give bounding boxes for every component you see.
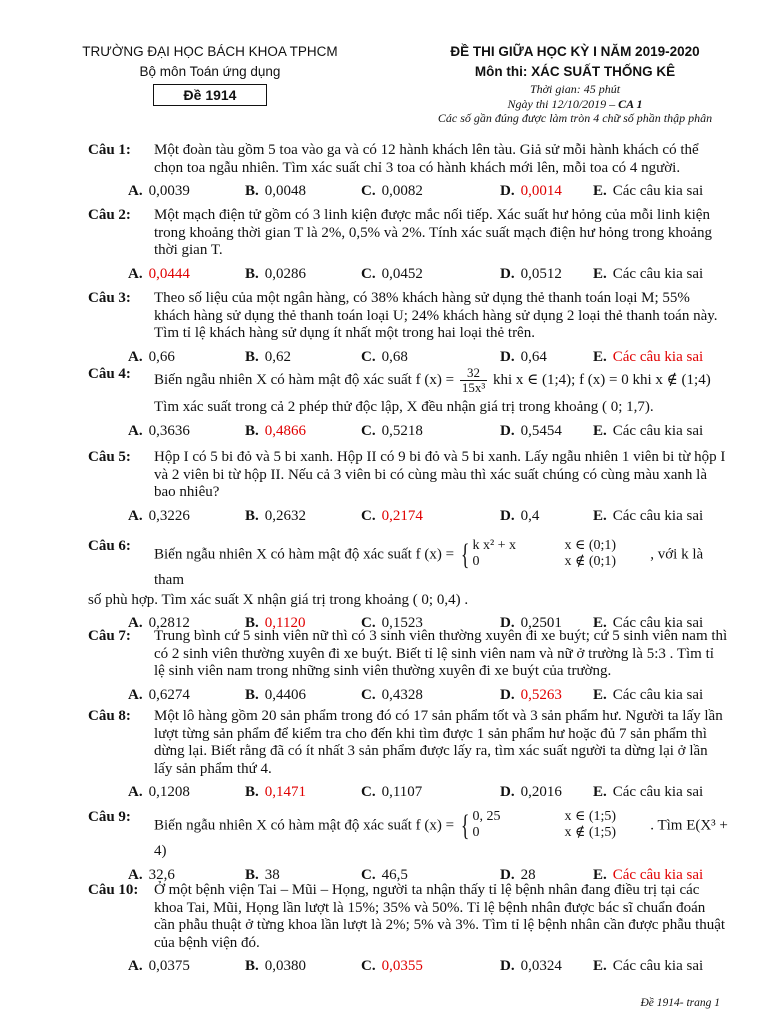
piecewise-rows <box>472 809 642 843</box>
option-letter: D. <box>500 265 515 282</box>
answer-option-a <box>128 349 175 367</box>
answer-option-c <box>361 784 422 802</box>
option-value: 0,4866 <box>264 422 307 439</box>
piece-condition: x ∉ (0;1) <box>564 554 617 569</box>
question-label: Câu 10: <box>88 882 139 898</box>
brace-symbol: { <box>460 538 470 571</box>
answer-option-b <box>245 266 306 284</box>
answer-option-b <box>245 349 291 367</box>
option-value: 0,0014 <box>520 183 562 199</box>
answer-option-d <box>500 349 547 367</box>
option-letter: E. <box>593 615 607 631</box>
option-value: 0,4406 <box>264 686 307 703</box>
answer-option-b <box>245 423 306 441</box>
answer-option-e <box>593 266 703 284</box>
question-label: Câu 6: <box>88 538 131 554</box>
exam-date: Ngày thi 12/10/2019 – CA 1 <box>507 96 643 111</box>
question-text: Theo số liệu của một ngân hàng, có 38% khách hàng sử dụng thẻ thanh toán loại M; 55% khách hàng sử dụng thẻ thanh toán loại U; 24% khách hàng sử dụng 2 loại thẻ thanh toán này. Tìm tỉ lệ khách hàng sử dụng ít nhất một trong hai loại thẻ trên. <box>154 290 718 341</box>
school-name: TRƯỜNG ĐẠI HỌC BÁCH KHOA TPHCM <box>82 44 338 59</box>
piece-value: 0, 25 <box>472 809 501 824</box>
option-value: 0,2812 <box>148 615 190 631</box>
option-value: 0,3636 <box>148 422 190 439</box>
exam-title: ĐỀ THI GIỮA HỌC KỲ I NĂM 2019-2020 <box>450 44 700 59</box>
question-6 <box>88 538 728 637</box>
option-letter: E. <box>593 866 607 883</box>
answer-option-a <box>128 958 190 976</box>
question-label: Câu 5: <box>88 449 131 465</box>
option-value: 0,1208 <box>148 784 190 800</box>
option-letter: B. <box>245 265 259 282</box>
answer-option-e <box>593 784 703 802</box>
option-letter: D. <box>500 958 515 974</box>
answer-option-d <box>500 423 562 441</box>
option-letter: A. <box>128 183 143 199</box>
question-2 <box>88 207 728 288</box>
option-value: 0,0380 <box>264 958 307 974</box>
option-value: 32,6 <box>148 866 175 883</box>
question-header <box>88 142 728 177</box>
option-value: Các câu kia sai <box>612 686 704 703</box>
question-3 <box>88 290 728 371</box>
option-letter: C. <box>361 958 376 974</box>
piecewise-function <box>458 538 642 572</box>
answer-option-a <box>128 183 190 201</box>
option-value: Các câu kia sai <box>612 784 704 800</box>
piecewise-row-2 <box>472 825 642 841</box>
piece-condition: x ∈ (0;1) <box>564 538 617 553</box>
question-9 <box>88 809 728 889</box>
option-letter: A. <box>128 866 143 883</box>
option-letter: D. <box>500 507 515 524</box>
piece-condition: x ∈ (1;5) <box>564 809 617 824</box>
question-8 <box>88 708 728 806</box>
exam-header <box>405 42 745 126</box>
question-text: Một lô hàng gồm 20 sản phẩm trong đó có 17 sản phẩm tốt và 3 sản phẩm hư. Người ta lấy lần lượt từng sản phẩm để kiểm tra cho đến khi tìm được 1 sản phẩm hư hoặc đủ 7 sản phẩm thì dừng lại. Biết rằng đã có ít nhất 3 sản phẩm được lấy ra, tìm xác suất người ta dừng lại ở lần lấy sản phẩm thứ 4. <box>154 708 723 777</box>
question-header <box>88 449 728 502</box>
option-letter: C. <box>361 866 376 883</box>
formula-prefix: Biến ngẫu nhiên X có hàm mật độ xác suất <box>154 546 416 563</box>
question-header <box>88 809 728 861</box>
option-letter: D. <box>500 784 515 800</box>
answer-option-e <box>593 958 703 976</box>
answer-option-a <box>128 784 190 802</box>
option-value: 0,1523 <box>381 615 423 631</box>
answer-option-e <box>593 423 703 441</box>
piece-value: 0 <box>472 825 480 840</box>
option-letter: E. <box>593 958 607 974</box>
option-value: 0,66 <box>148 348 175 365</box>
option-letter: A. <box>128 348 143 365</box>
department-name: Bộ môn Toán ứng dụng <box>139 64 281 79</box>
option-letter: E. <box>593 265 607 282</box>
piecewise-rows <box>472 538 642 572</box>
option-value: 0,5454 <box>520 422 562 439</box>
option-value: 0,3226 <box>148 507 190 524</box>
question-text: Một mạch điện tử gồm có 3 linh kiện được mắc nối tiếp. Xác suất hư hỏng của mỗi linh kiện trong khoảng thời gian T là 2%, 0,5% và 2%. Tính xác suất mạch điện hư hỏng trong khoảng thời gian T. <box>154 207 713 258</box>
formula-prefix: Biến ngẫu nhiên X có hàm mật độ xác suất <box>154 817 416 834</box>
option-value: 0,4 <box>520 507 540 524</box>
answer-option-b <box>245 183 306 201</box>
piecewise-row-1 <box>472 538 642 554</box>
answer-options <box>88 784 728 806</box>
option-letter: B. <box>245 866 259 883</box>
option-value: 0,0324 <box>520 958 562 974</box>
option-value: 0,1107 <box>381 784 423 800</box>
piecewise-function <box>458 809 642 843</box>
question-text: Hộp I có 5 bi đỏ và 5 bi xanh. Hộp II có 9 bi đỏ và 5 bi xanh. Lấy ngẫu nhiên 1 viên bi từ hộp I và 2 viên bi từ hộp II. Nếu cả 3 viên bi có cùng màu thì xác suất chúng có cùng màu xanh là bao nhiêu? <box>154 449 726 500</box>
brace-symbol: { <box>460 809 470 842</box>
option-letter: E. <box>593 183 607 199</box>
school-header <box>70 42 350 106</box>
option-value: 0,64 <box>520 348 547 365</box>
option-value: 0,2632 <box>264 507 307 524</box>
answer-option-d <box>500 958 562 976</box>
option-value: 0,2174 <box>381 507 423 524</box>
option-letter: D. <box>500 615 515 631</box>
option-letter: C. <box>361 615 376 631</box>
question-text: Trung bình cứ 5 sinh viên nữ thì có 3 sinh viên thường xuyên đi xe buýt; cứ 5 sinh viên nam thì có 2 sinh viên thường xuyên đi xe buýt. Biết tỉ lệ sinh viên nam và nữ ở trường là 5:3 . Tìm tỉ lệ sinh viên nam trong những sinh viên thường xuyên đi xe buýt của trường. <box>154 628 728 679</box>
option-value: 46,5 <box>381 866 408 883</box>
option-letter: E. <box>593 422 607 439</box>
option-letter: B. <box>245 784 259 800</box>
answer-option-c <box>361 687 423 705</box>
answer-option-d <box>500 687 562 705</box>
answer-option-e <box>593 508 703 526</box>
question-label: Câu 1: <box>88 142 131 158</box>
question-header <box>88 708 728 778</box>
option-value: Các câu kia sai <box>612 507 704 524</box>
question-text <box>154 809 728 861</box>
answer-option-a <box>128 423 190 441</box>
option-letter: C. <box>361 507 376 524</box>
rounding-note: Các số gần đúng được làm tròn 4 chữ số phần thập phân <box>437 111 713 125</box>
answer-option-e <box>593 349 703 367</box>
option-letter: A. <box>128 507 143 524</box>
option-value: Các câu kia sai <box>612 265 704 282</box>
question-4 <box>88 366 728 445</box>
piece-condition: x ∉ (1;5) <box>564 825 617 840</box>
question-text-continued: số phù hợp. Tìm xác suất X nhận giá trị trong khoảng ( 0; 0,4) . <box>88 591 469 608</box>
answer-option-a <box>128 266 190 284</box>
option-letter: D. <box>500 348 515 365</box>
answer-option-d <box>500 508 539 526</box>
option-value: 0,0444 <box>148 265 190 282</box>
option-value: 0,0375 <box>148 958 190 974</box>
option-value: 0,0355 <box>381 958 423 974</box>
answer-options <box>88 423 728 445</box>
option-value: 0,0048 <box>264 183 307 199</box>
formula-suffix: khi x ∈ (1;4); f (x) = 0 khi x ∉ (1;4) <box>489 371 711 388</box>
function-symbol: f (x) = <box>415 817 455 834</box>
option-letter: B. <box>245 507 259 524</box>
answer-option-d <box>500 784 562 802</box>
question-10 <box>88 882 728 980</box>
question-header <box>88 366 728 417</box>
answer-options <box>88 687 728 709</box>
answer-option-d <box>500 266 562 284</box>
exam-subject: Môn thi: XÁC SUẤT THỐNG KÊ <box>474 64 676 79</box>
option-letter: E. <box>593 507 607 524</box>
option-value: Các câu kia sai <box>612 866 704 883</box>
option-value: 0,6274 <box>148 686 190 703</box>
answer-option-a <box>128 687 190 705</box>
answer-option-c <box>361 958 423 976</box>
option-letter: C. <box>361 183 376 199</box>
question-header <box>88 538 728 609</box>
question-header <box>88 882 728 952</box>
exam-shift: CA 1 <box>618 96 643 111</box>
question-label: Câu 2: <box>88 207 131 223</box>
answer-option-c <box>361 508 423 526</box>
question-text-continued: Tìm xác suất trong cả 2 phép thử độc lập, X đều nhận giá trị trong khoảng ( 0; 1,7). <box>154 399 654 415</box>
question-label: Câu 3: <box>88 290 131 306</box>
option-letter: A. <box>128 422 143 439</box>
option-letter: D. <box>500 866 515 883</box>
option-value: 0,62 <box>264 348 292 365</box>
answer-options <box>88 958 728 980</box>
option-value: Các câu kia sai <box>612 958 704 974</box>
option-value: 0,4328 <box>381 686 423 703</box>
option-value: 0,0452 <box>381 265 423 282</box>
option-letter: D. <box>500 183 515 199</box>
question-label: Câu 9: <box>88 809 131 825</box>
option-letter: A. <box>128 958 143 974</box>
answer-option-b <box>245 784 306 802</box>
density-fraction <box>460 366 487 395</box>
exam-code-box: Đề 1914 <box>153 84 268 106</box>
option-value: 0,2016 <box>520 784 562 800</box>
answer-option-e <box>593 687 703 705</box>
option-letter: C. <box>361 686 376 703</box>
answer-option-b <box>245 508 306 526</box>
piece-value: 0 <box>472 554 480 569</box>
question-7 <box>88 628 728 709</box>
formula-suffix: . Tìm E(X³ + 4) <box>154 817 728 859</box>
piecewise-row-2 <box>472 554 642 570</box>
answer-option-a <box>128 508 190 526</box>
question-label: Câu 4: <box>88 366 131 382</box>
answer-options <box>88 508 728 530</box>
piece-value: k x² + x <box>472 538 517 553</box>
question-5 <box>88 449 728 530</box>
answer-options <box>88 183 728 205</box>
answer-option-b <box>245 687 306 705</box>
option-letter: A. <box>128 265 143 282</box>
formula-prefix: Biến ngẫu nhiên X có hàm mật độ xác suất <box>154 371 416 388</box>
question-label: Câu 8: <box>88 708 131 724</box>
question-text: Ở một bệnh viện Tai – Mũi – Họng, người ta nhận thấy tỉ lệ bệnh nhân đang điều trị tại các khoa Tai, Mũi, Họng lần lượt là 15%; 35% và 50%. Tỉ lệ bệnh nhân được bác sĩ chuẩn đoán cần phẫu thuật ở từng khoa lần lượt là 2%; 5% và 3%. Tìm tỉ lệ bệnh nhân cần được phẫu thuật của bệnh viện đó. <box>154 882 726 951</box>
option-letter: B. <box>245 615 259 631</box>
option-value: 28 <box>520 866 536 883</box>
question-label: Câu 7: <box>88 628 131 644</box>
option-letter: C. <box>361 422 376 439</box>
option-value: 0,1120 <box>264 615 306 631</box>
option-letter: A. <box>128 784 143 800</box>
fraction-denominator: 15x³ <box>461 380 486 395</box>
question-text: Một đoàn tàu gồm 5 toa vào ga và có 12 hành khách lên tàu. Giả sử mỗi hành khách có thể chọn toa ngẫu nhiên. Tìm xác suất chỉ 3 toa có hành khách mới lên, mỗi toa có 4 người. <box>154 142 699 176</box>
question-1 <box>88 142 728 205</box>
option-value: Các câu kia sai <box>612 348 704 365</box>
option-value: 0,5218 <box>381 422 423 439</box>
question-header <box>88 628 728 681</box>
option-value: Các câu kia sai <box>612 615 704 631</box>
function-symbol: f (x) = <box>415 371 458 388</box>
function-symbol: f (x) = <box>415 546 455 563</box>
option-letter: A. <box>128 686 143 703</box>
answer-option-e <box>593 183 703 201</box>
option-letter: E. <box>593 348 607 365</box>
option-value: 0,68 <box>381 348 408 365</box>
option-value: 38 <box>264 866 280 883</box>
option-letter: E. <box>593 686 607 703</box>
option-value: 0,0512 <box>520 265 562 282</box>
option-value: Các câu kia sai <box>612 422 704 439</box>
formula-suffix: , với k là tham <box>154 546 704 588</box>
exam-duration: Thời gian: 45 phút <box>529 82 621 96</box>
option-letter: C. <box>361 348 376 365</box>
question-formula-line <box>154 366 728 395</box>
option-letter: B. <box>245 422 259 439</box>
question-formula-line <box>154 538 728 590</box>
option-letter: C. <box>361 784 376 800</box>
option-value: 0,2501 <box>520 615 562 631</box>
option-value: 0,0039 <box>148 183 190 199</box>
option-letter: B. <box>245 686 259 703</box>
option-letter: B. <box>245 348 259 365</box>
question-header <box>88 290 728 343</box>
answer-option-c <box>361 183 423 201</box>
option-value: 0,0286 <box>264 265 307 282</box>
answer-options <box>88 266 728 288</box>
option-letter: D. <box>500 686 515 703</box>
option-value: 0,5263 <box>520 686 562 703</box>
question-text <box>154 366 728 417</box>
fraction-numerator: 32 <box>460 366 487 381</box>
question-header <box>88 207 728 260</box>
answer-option-c <box>361 266 423 284</box>
option-letter: B. <box>245 183 259 199</box>
option-value: 0,0082 <box>381 183 423 199</box>
option-letter: D. <box>500 422 515 439</box>
page-footer: Đề 1914- trang 1 <box>640 997 720 1009</box>
option-letter: A. <box>128 615 143 631</box>
answer-option-b <box>245 958 306 976</box>
answer-option-d <box>500 183 562 201</box>
answer-option-c <box>361 423 423 441</box>
answer-option-c <box>361 349 408 367</box>
piecewise-row-1 <box>472 809 642 825</box>
option-value: Các câu kia sai <box>612 183 704 199</box>
option-letter: E. <box>593 784 607 800</box>
question-formula-line <box>154 809 728 861</box>
option-value: 0,1471 <box>264 784 307 800</box>
option-letter: B. <box>245 958 259 974</box>
option-letter: C. <box>361 265 376 282</box>
